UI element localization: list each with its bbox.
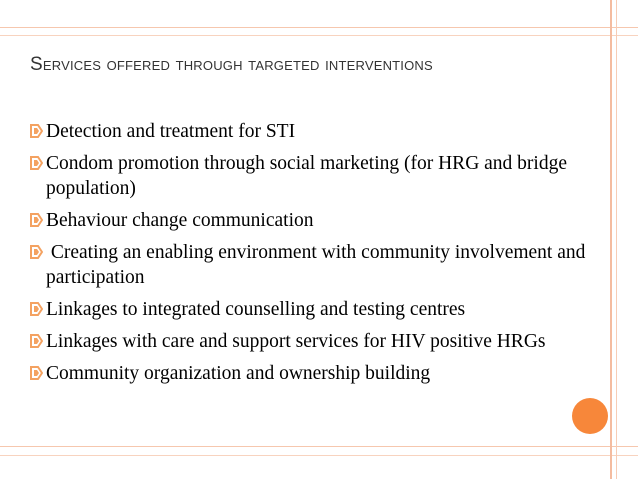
horizontal-rule-bottom-inner: [0, 455, 638, 456]
bullet-item: [30, 119, 610, 144]
bullet-item: [30, 361, 610, 386]
open-square-bullet-icon: [30, 365, 43, 381]
open-square-bullet-icon: [30, 123, 43, 139]
bullet-text: Creating an enabling environment with community involvement and participation: [46, 242, 591, 288]
open-square-bullet-icon: [30, 333, 43, 349]
open-square-bullet-icon: [30, 244, 43, 260]
horizontal-rule-top: [0, 27, 638, 28]
bullet-item: [30, 208, 610, 233]
bullet-list: [30, 119, 610, 393]
horizontal-rule-top-inner: [0, 35, 638, 36]
bullet-text: Detection and treatment for STI: [46, 121, 296, 142]
open-square-bullet-icon: [30, 212, 43, 228]
bullet-item: [30, 329, 610, 354]
decorative-circle: [572, 398, 608, 434]
slide-title: Services offered through targeted interventions: [30, 54, 433, 75]
vertical-rule-right-inner: [616, 0, 617, 479]
open-square-bullet-icon: [30, 301, 43, 317]
bullet-item: [30, 297, 610, 322]
vertical-rule-right: [610, 0, 612, 479]
bullet-text: Linkages with care and support services for HIV positive HRGs: [46, 331, 546, 352]
bullet-text: Condom promotion through social marketing (for HRG and bridge population): [46, 153, 567, 199]
open-square-bullet-icon: [30, 155, 43, 171]
bullet-item: [30, 151, 610, 201]
bullet-text: Community organization and ownership building: [46, 363, 431, 384]
bullet-text: Behaviour change communication: [46, 210, 314, 231]
bullet-text: Linkages to integrated counselling and testing centres: [46, 299, 466, 320]
horizontal-rule-bottom: [0, 446, 638, 447]
bullet-item: [30, 240, 610, 290]
